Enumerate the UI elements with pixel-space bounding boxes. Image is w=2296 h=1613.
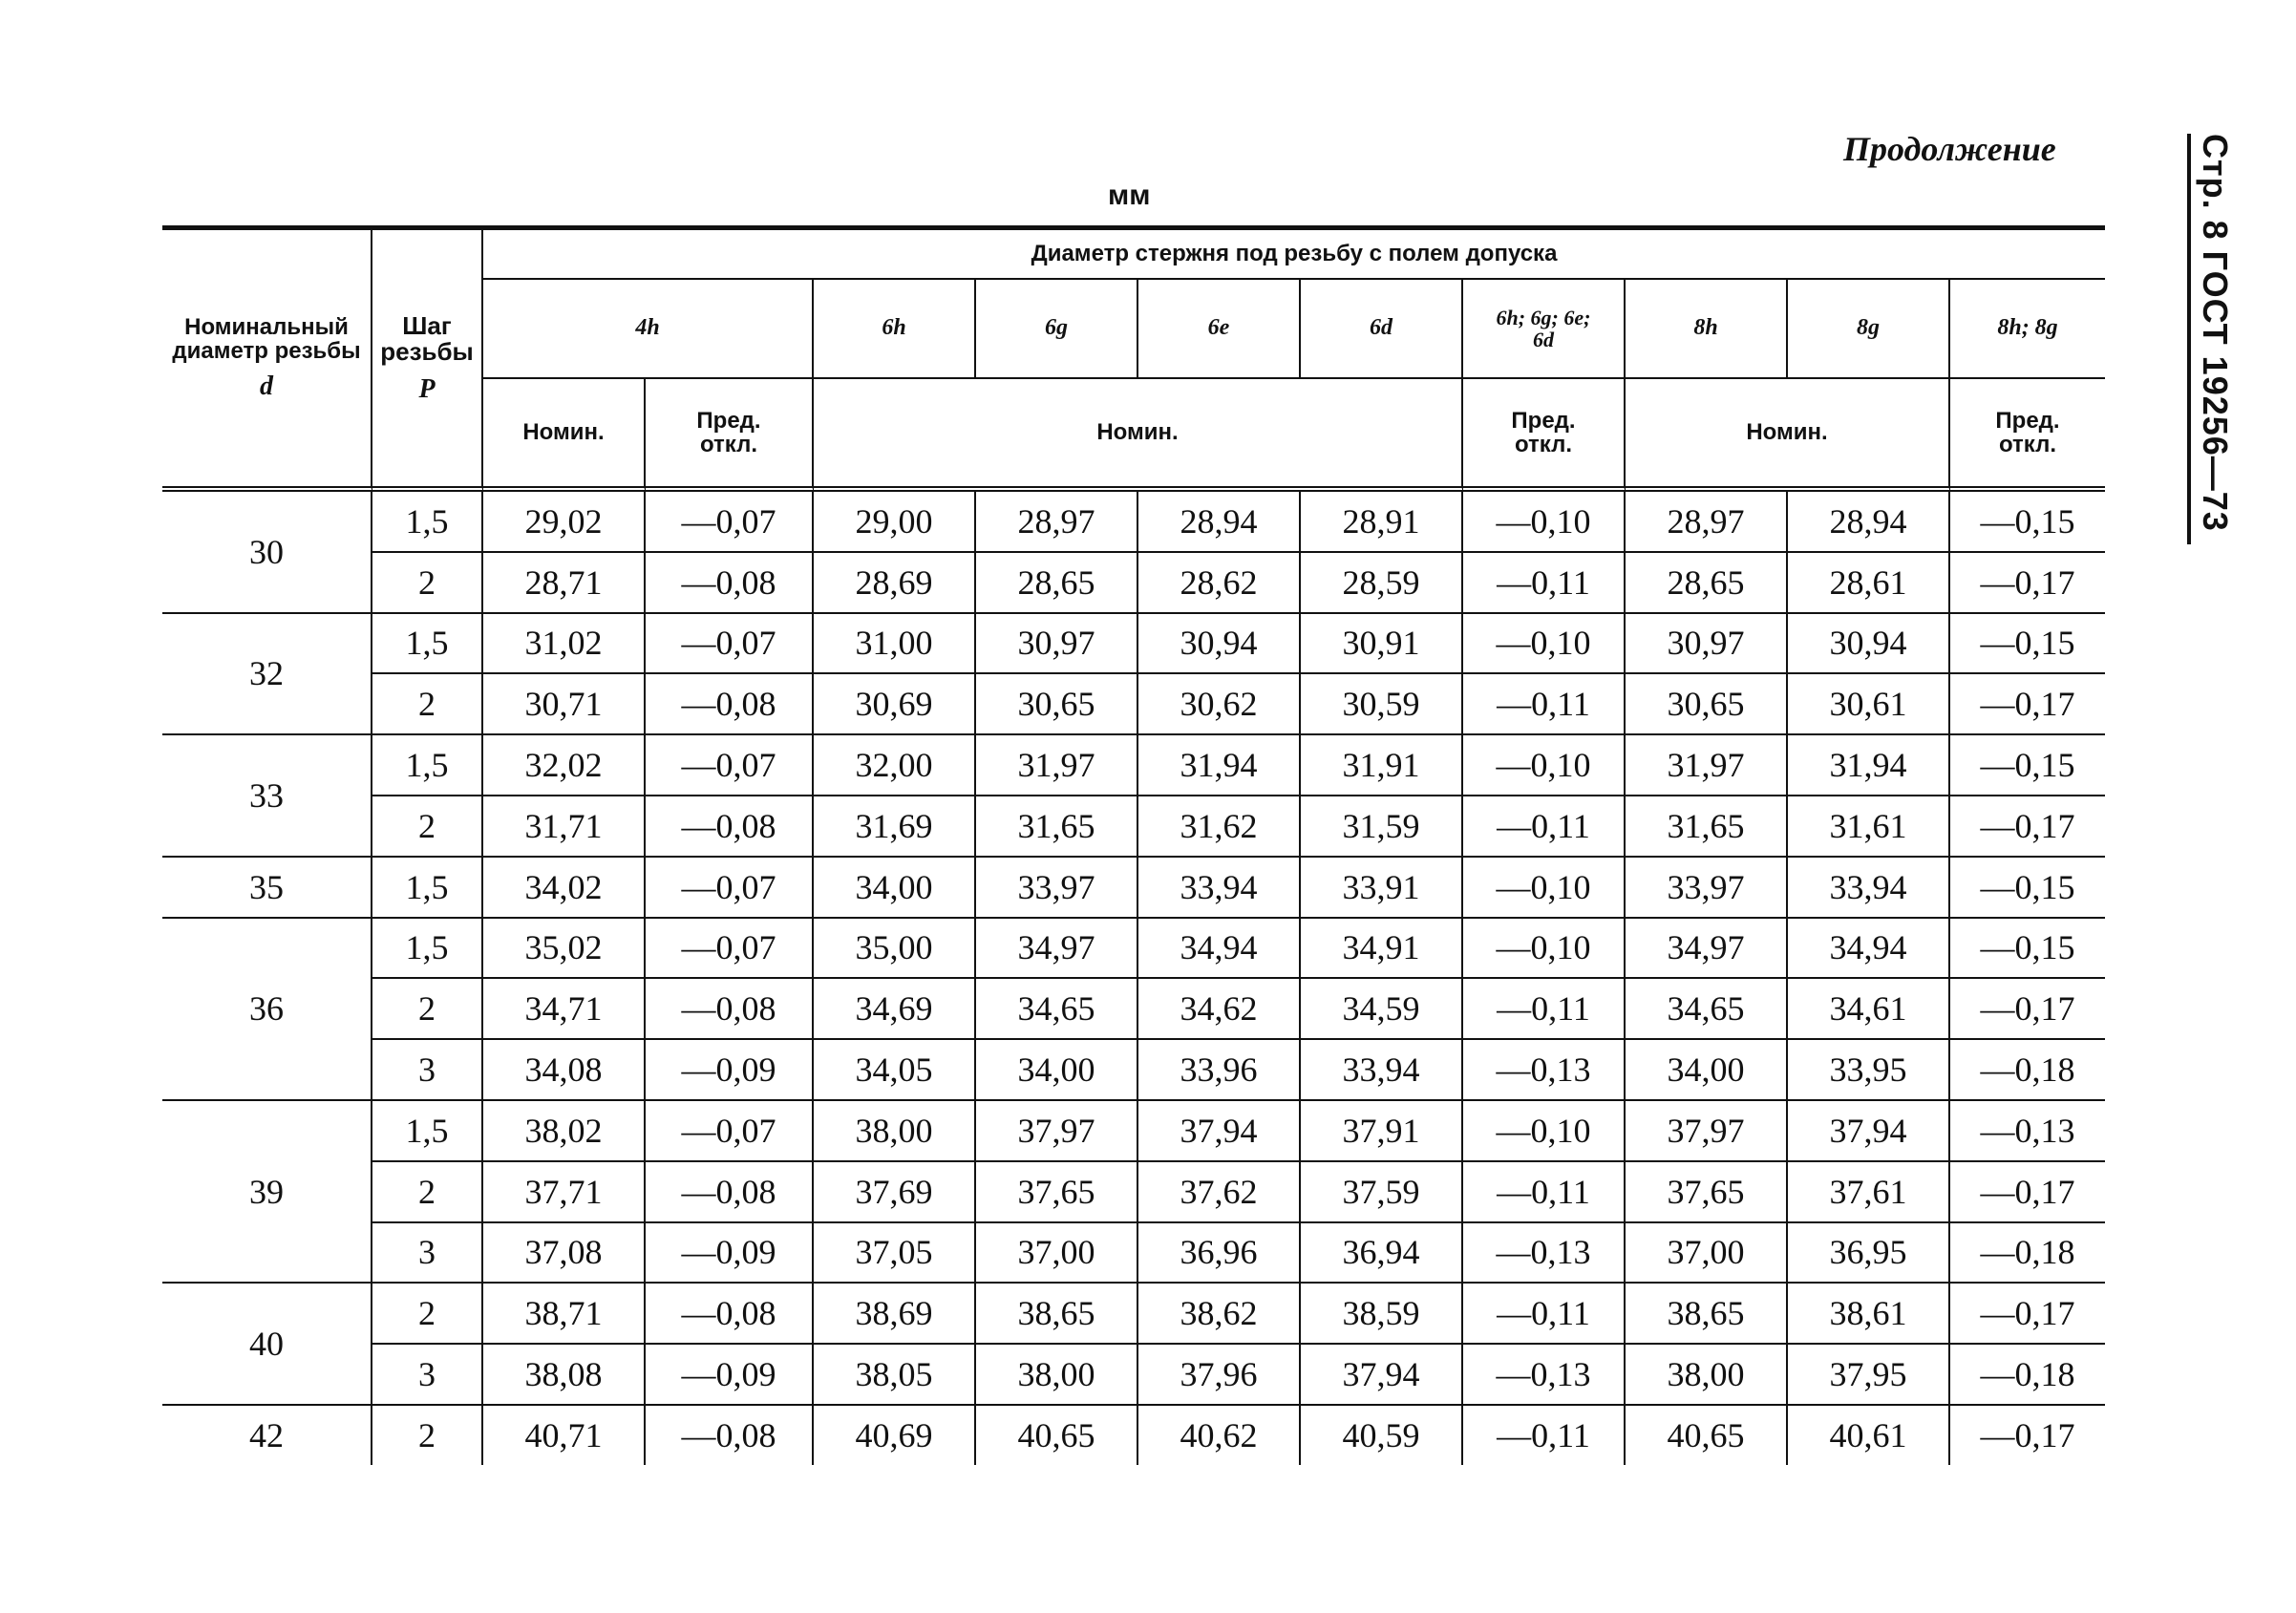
cell-value: —0,10 [1463,858,1626,919]
cell-value: —0,10 [1463,614,1626,675]
table-row [162,979,2105,1040]
cell-value: 28,71 [483,553,646,614]
cell-value: —0,13 [1950,1101,2105,1162]
cell-value: 38,62 [1138,1284,1301,1345]
cell-value: —0,10 [1463,735,1626,796]
cell-value: —0,11 [1463,674,1626,735]
cell-pitch: 1,5 [372,919,483,980]
cell-value: —0,15 [1950,614,2105,675]
cell-value: 33,91 [1301,858,1463,919]
cell-value: 37,62 [1138,1162,1301,1223]
cell-value: 28,69 [814,553,976,614]
cell-pitch: 1,5 [372,735,483,796]
cell-value: 40,71 [483,1406,646,1465]
cell-value: —0,08 [646,553,814,614]
cell-value: 37,69 [814,1162,976,1223]
cell-pitch: 3 [372,1345,483,1406]
cell-value: —0,08 [646,1406,814,1465]
cell-value: 38,00 [814,1101,976,1162]
cell-value: —0,10 [1463,492,1626,553]
cell-pitch: 1,5 [372,492,483,553]
cell-pitch: 1,5 [372,614,483,675]
table-row [162,919,2105,980]
cell-value: 31,59 [1301,796,1463,858]
cell-value: —0,09 [646,1223,814,1284]
header-4h-nomin: Номин. [483,379,646,492]
cell-value: —0,09 [646,1040,814,1101]
cell-value: 37,00 [1626,1223,1788,1284]
cell-value: 38,00 [1626,1345,1788,1406]
cell-value: 40,59 [1301,1406,1463,1465]
cell-nominal-diameter: 40 [162,1284,372,1406]
table-row [162,1040,2105,1101]
cell-value: —0,18 [1950,1223,2105,1284]
cell-nominal-diameter: 32 [162,614,372,736]
table-row [162,796,2105,858]
cell-value: 28,65 [1626,553,1788,614]
cell-value: —0,17 [1980,1415,2075,1454]
table-row [162,858,2105,919]
cell-value: 32,00 [814,735,976,796]
cell-value: 38,08 [483,1345,646,1406]
cell-value: 28,97 [976,492,1138,553]
cell-value: —0,08 [646,1162,814,1223]
cell-value: —0,13 [1463,1223,1626,1284]
cell-value: 37,71 [483,1162,646,1223]
cell-value: 34,00 [976,1040,1138,1101]
cell-pitch: 2 [372,1162,483,1223]
cell-value: 38,59 [1301,1284,1463,1345]
cell-pitch: 2 [372,979,483,1040]
header-tol-6d: 6d [1301,280,1463,379]
cell-value: —0,07 [646,858,814,919]
cell-value: 33,94 [1788,858,1950,919]
cell-value: 38,71 [483,1284,646,1345]
cell-value: 37,08 [483,1223,646,1284]
header-pitch-text: Шаг резьбы [380,311,474,367]
cell-value: —0,07 [646,492,814,553]
side-rule [2187,134,2191,544]
header-group-title: Диаметр стержня под резьбу с полем допуска [483,225,2105,280]
cell-value: 34,65 [1626,979,1788,1040]
cell-value: —0,18 [1950,1345,2105,1406]
cell-value: —0,11 [1463,1162,1626,1223]
cell-value: 28,61 [1788,553,1950,614]
cell-value: 31,97 [976,735,1138,796]
cell-value: 34,61 [1788,979,1950,1040]
cell-value: 37,65 [976,1162,1138,1223]
cell-value: 34,65 [976,979,1138,1040]
cell-value: 30,91 [1301,614,1463,675]
cell-value: 34,00 [814,858,976,919]
cell-value: 34,08 [483,1040,646,1101]
cell-value: 38,05 [814,1345,976,1406]
header-tol-8-group: 8h; 8g [1950,280,2105,379]
cell-value: —0,13 [1463,1040,1626,1101]
cell-value: —0,15 [1950,492,2105,553]
cell-value: 32,02 [483,735,646,796]
cell-value: 31,02 [483,614,646,675]
cell-value: —0,11 [1463,1284,1626,1345]
page-side-label [2187,134,2244,554]
cell-value: 31,65 [1626,796,1788,858]
cell-value: 31,00 [814,614,976,675]
cell-value: —0,07 [646,735,814,796]
cell-nominal-diameter: 33 [162,735,372,858]
cell-pitch: 2 [372,1406,483,1465]
cell-value: 30,71 [483,674,646,735]
cell-value: —0,15 [1950,858,2105,919]
cell-nominal-diameter: 42 [162,1406,372,1465]
cell-nominal-diameter: 39 [162,1101,372,1284]
cell-value: 30,65 [1626,674,1788,735]
cell-value: 34,94 [1788,919,1950,980]
cell-value: 40,61 [1788,1406,1950,1465]
header-nominal-diameter-symbol: d [260,371,273,402]
cell-value: —0,10 [1463,1101,1626,1162]
cell-value: 30,69 [814,674,976,735]
cell-value: —0,17 [1950,796,2105,858]
cell-nominal-diameter: 30 [162,492,372,614]
cell-value: 31,94 [1138,735,1301,796]
cell-value: 28,59 [1301,553,1463,614]
cell-value: 38,00 [976,1345,1138,1406]
cell-value: —0,17 [1950,1284,2105,1345]
cell-value: 31,91 [1301,735,1463,796]
cell-value: —0,17 [1950,979,2105,1040]
cell-value: 28,94 [1788,492,1950,553]
table-row [162,735,2105,796]
cell-value: 31,97 [1626,735,1788,796]
header-8-pred-otkl: Пред. откл. [1950,379,2105,492]
cell-value: 31,71 [483,796,646,858]
header-tol-8h: 8h [1626,280,1788,379]
cell-value: 36,96 [1138,1223,1301,1284]
cell-value: —0,11 [1463,979,1626,1040]
cell-value: —0,17 [1950,1162,2105,1223]
cell-value: 35,02 [483,919,646,980]
cell-value: 29,00 [814,492,976,553]
table-row [162,1406,2105,1465]
cell-value: 37,94 [1788,1101,1950,1162]
cell-value: 36,95 [1788,1223,1950,1284]
cell-pitch: 1,5 [372,858,483,919]
header-tol-6g: 6g [976,280,1138,379]
cell-value: 31,65 [976,796,1138,858]
header-4h-pred-otkl: Пред. откл. [646,379,814,492]
header-pitch [372,225,483,492]
cell-pitch: 1,5 [372,1101,483,1162]
header-nominal-diameter [162,225,372,492]
cell-value: 35,00 [814,919,976,980]
cell-value: 31,62 [1138,796,1301,858]
cell-value: 33,94 [1301,1040,1463,1101]
units-label: мм [1108,180,1151,211]
table-row [162,1162,2105,1223]
cell-value: 34,71 [483,979,646,1040]
header-pitch-symbol: P [418,373,436,404]
cell-value: 34,97 [976,919,1138,980]
cell-value: 37,94 [1301,1345,1463,1406]
cell-value: 37,05 [814,1223,976,1284]
header-6-nomin: Номин. [814,379,1463,492]
cell-value: 33,97 [976,858,1138,919]
cell-value: —0,07 [646,614,814,675]
page-number-standard: Стр. 8 ГОСТ 19256—73 [2196,134,2235,532]
cell-value: —0,15 [1950,919,2105,980]
cell-value: —0,07 [646,919,814,980]
cell-value: —0,18 [1950,1040,2105,1101]
header-6-pred-otkl: Пред. откл. [1463,379,1626,492]
cell-value: 33,97 [1626,858,1788,919]
cell-value: 37,96 [1138,1345,1301,1406]
cell-value: 30,97 [976,614,1138,675]
cell-value: —0,17 [1950,553,2105,614]
cell-value: 33,95 [1788,1040,1950,1101]
cell-value: 28,97 [1626,492,1788,553]
cell-value: —0,08 [646,674,814,735]
cell-value: —0,08 [646,796,814,858]
cell-value: 40,65 [976,1406,1138,1465]
cell-pitch: 2 [372,553,483,614]
cell-value: —0,17 [1950,674,2105,735]
header-tol-6-group: 6h; 6g; 6e; 6d [1463,280,1626,379]
cell-value: 37,97 [976,1101,1138,1162]
cell-value: 40,69 [814,1406,976,1465]
cell-value: —0,11 [1463,553,1626,614]
cell-value: —0,07 [646,1101,814,1162]
table-row [162,674,2105,735]
cell-value: 34,02 [483,858,646,919]
cell-value: 38,61 [1788,1284,1950,1345]
thread-diameter-table [162,225,2105,1465]
cell-value: 40,65 [1626,1406,1788,1465]
table-row [162,1101,2105,1162]
cell-value: —0,08 [646,1284,814,1345]
header-tol-4h: 4h [483,280,814,379]
table-row [162,1345,2105,1406]
cell-value: 31,61 [1788,796,1950,858]
cell-value: 28,65 [976,553,1138,614]
cell-value: 30,59 [1301,674,1463,735]
header-tol-6e: 6e [1138,280,1301,379]
cell-value: 37,91 [1301,1101,1463,1162]
header-8-nomin: Номин. [1626,379,1950,492]
cell-value: 31,69 [814,796,976,858]
cell-value: 34,91 [1301,919,1463,980]
cell-value: 34,05 [814,1040,976,1101]
table-row [162,553,2105,614]
cell-value: 34,94 [1138,919,1301,980]
cell-pitch: 3 [372,1040,483,1101]
cell-value: 33,96 [1138,1040,1301,1101]
cell-value: 34,97 [1626,919,1788,980]
table-row [162,492,2105,553]
cell-value: 29,02 [483,492,646,553]
cell-value: —0,09 [646,1345,814,1406]
cell-value: 34,00 [1626,1040,1788,1101]
cell-value: —0,08 [646,979,814,1040]
cell-nominal-diameter: 36 [162,919,372,1101]
cell-value: —0,10 [1463,919,1626,980]
cell-value: 30,65 [976,674,1138,735]
table-row [162,614,2105,675]
table-row [162,1284,2105,1345]
cell-value: 38,65 [1626,1284,1788,1345]
cell-value: —0,11 [1463,796,1626,858]
cell-pitch: 2 [372,796,483,858]
cell-value: 38,02 [483,1101,646,1162]
cell-value: 28,94 [1138,492,1301,553]
cell-value: 30,62 [1138,674,1301,735]
cell-value: 37,97 [1626,1101,1788,1162]
header-tol-6h: 6h [814,280,976,379]
cell-pitch: 2 [372,674,483,735]
cell-value: 28,91 [1301,492,1463,553]
cell-value: 40,62 [1138,1406,1301,1465]
cell-value: 31,94 [1788,735,1950,796]
cell-value: 30,61 [1788,674,1950,735]
cell-value: 30,97 [1626,614,1788,675]
cell-value: 33,94 [1138,858,1301,919]
cell-value: 37,65 [1626,1162,1788,1223]
cell-value: 37,59 [1301,1162,1463,1223]
cell-pitch: 2 [372,1284,483,1345]
cell-value: 38,65 [976,1284,1138,1345]
table-body [162,492,2105,1465]
cell-value: 30,94 [1138,614,1301,675]
table-row [162,1223,2105,1284]
cell-value: 36,94 [1301,1223,1463,1284]
header-tol-8g: 8g [1788,280,1950,379]
cell-nominal-diameter: 35 [162,858,372,919]
cell-value: 34,59 [1301,979,1463,1040]
cell-value: 30,94 [1788,614,1950,675]
cell-value: 37,94 [1138,1101,1301,1162]
cell-pitch: 3 [372,1223,483,1284]
cell-value: —0,15 [1950,735,2105,796]
cell-value: 37,00 [976,1223,1138,1284]
cell-value: —0,13 [1463,1345,1626,1406]
continuation-label: Продолжение [1843,130,2056,168]
cell-value: 34,69 [814,979,976,1040]
cell-value: —0,11 [1463,1406,1626,1465]
cell-value: 37,61 [1788,1162,1950,1223]
cell-value: 34,62 [1138,979,1301,1040]
cell-value: 37,95 [1788,1345,1950,1406]
header-nominal-diameter-text: Номинальный диаметр резьбы [172,314,361,365]
cell-value: 38,69 [814,1284,976,1345]
cell-value: 28,62 [1138,553,1301,614]
